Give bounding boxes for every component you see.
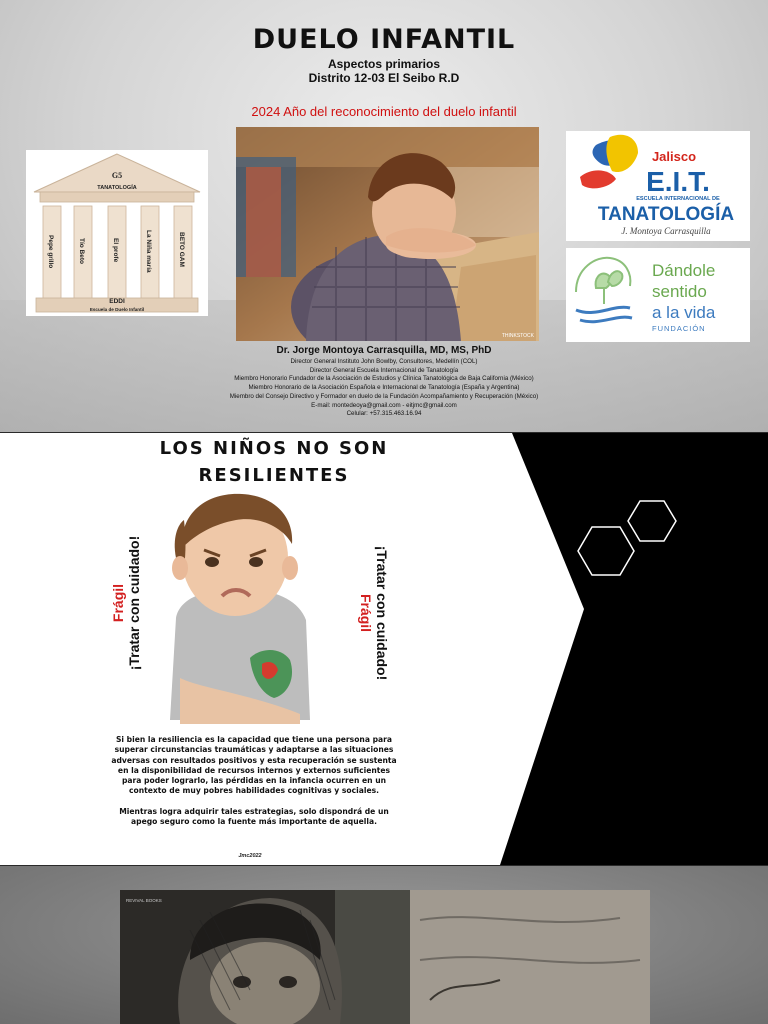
slide-resilience	[0, 433, 768, 865]
handle-with-care: ¡Tratar con cuidado!	[126, 535, 142, 671]
eit-signature: J. Montoya Carrasquilla	[621, 226, 711, 236]
credit-line: Miembro del Consejo Directivo y Formador en duelo de la Fundación Acompañamiento y Recuperación (México)	[229, 392, 539, 400]
art-corner-label: REVIVAL BOOKS	[126, 898, 162, 903]
dandole-line-1: Dándole	[652, 261, 716, 280]
fragile-label-right	[350, 523, 390, 703]
pillar-base-caption: Escuela de Duelo Infantil	[89, 307, 145, 312]
credit-line: Director General Instituto John Bowlby, Consultores, Medellín (COL)	[290, 358, 478, 365]
fragile-word: Frágil	[110, 583, 126, 623]
credit-email: E-mail: montedeoya@gmail.com - eitjmc@gmail.com	[311, 401, 457, 409]
eit-region: Jalisco	[651, 149, 697, 164]
photo-watermark: THINKSTOCK	[501, 333, 534, 339]
credit-phone: Celular: +57.315.463.16.94	[346, 410, 422, 418]
dandole-sentido-logo	[566, 248, 750, 342]
slide2-title	[100, 435, 448, 489]
crying-boy-photo	[236, 127, 539, 341]
pillar-label-2: Tío Beto	[78, 238, 85, 264]
pillar-label-4: La Niña maría	[145, 230, 152, 273]
temple-icon	[26, 150, 208, 316]
hand-flower-icon	[576, 258, 630, 304]
credit-line: Miembro Honorario de la Asociación Española e Internacional de Tanatología (España y Argentina)	[248, 384, 520, 392]
resilience-text	[108, 735, 400, 837]
butterfly-wing-yellow-icon	[606, 135, 638, 172]
dandole-line-3: a la vida	[652, 303, 716, 322]
butterfly-wing-red-icon	[580, 170, 616, 188]
subtitle-district: Distrito 12-03 El Seibo R.D	[308, 71, 460, 85]
pillar-frieze-label: TANATOLOGÍA	[97, 185, 137, 191]
year-banner: 2024 Año del reconocimiento del duelo infantil	[251, 104, 517, 119]
eit-logo	[566, 131, 750, 241]
credit-line: Director General Escuela Internacional de Tanatología	[309, 366, 459, 374]
handle-with-care: ¡Tratar con cuidado!	[374, 545, 390, 681]
dandole-line-4: FUNDACIÓN	[652, 324, 706, 333]
dandole-line-2: sentido	[652, 282, 707, 301]
pillar-label-1: Pepe grillo	[47, 235, 54, 269]
pillar-label-5: BETO GAM	[178, 232, 185, 267]
credit-line: Miembro Honorario Fundador de la Asociación de Estudios y Clínica Tanatológica de Baja California (México)	[234, 375, 534, 383]
slide-title	[0, 0, 768, 432]
eit-acronym: E.I.T.	[646, 166, 710, 197]
slide2-signature: Jmc2022	[238, 853, 262, 859]
g5-pillar-logo	[26, 150, 208, 316]
eit-name: TANATOLOGÍA	[597, 204, 735, 225]
author-credits	[150, 345, 618, 419]
pillar-base-label: EDDI	[109, 298, 125, 305]
sad-child-photo	[150, 488, 330, 728]
eit-school-line: ESCUELA INTERNACIONAL DE	[636, 196, 720, 202]
fragile-word: Frágil	[358, 593, 374, 633]
slide-artwork	[0, 866, 768, 1024]
pillar-label-3: El profe	[112, 238, 119, 263]
author-name: Dr. Jorge Montoya Carrasquilla, MD, MS, PhD	[276, 345, 492, 356]
resilience-paragraph-1: Si bien la resiliencia es la capacidad que tiene una persona para superar circunstancias traumáticas y adaptarse a las situaciones adversas con resultados positivos y esta recuperación se sustenta en la disponibilidad de recursos internos y externos suficientes para poder lograrlo, las pérdidas en la infancia ocurren en un contexto de muy pobres habilidades cognitivas y sociales.	[111, 735, 397, 796]
slide2-title-line2: RESILIENTES	[198, 465, 350, 486]
page-title: DUELO INFANTIL	[252, 24, 516, 55]
child-sketch-artwork	[120, 890, 650, 1024]
subtitle-aspects: Aspectos primarios	[327, 57, 441, 71]
hexagon-decoration-icon	[570, 493, 690, 583]
resilience-paragraph-2: Mientras logra adquirir tales estrategias, solo dispondrá de un apego seguro como la fuente más importante de aquella.	[119, 806, 389, 827]
fragile-label-left	[110, 513, 150, 693]
slide2-title-line1: LOS NIÑOS NO SON	[159, 438, 389, 459]
pillar-top-label: G5	[111, 171, 123, 180]
